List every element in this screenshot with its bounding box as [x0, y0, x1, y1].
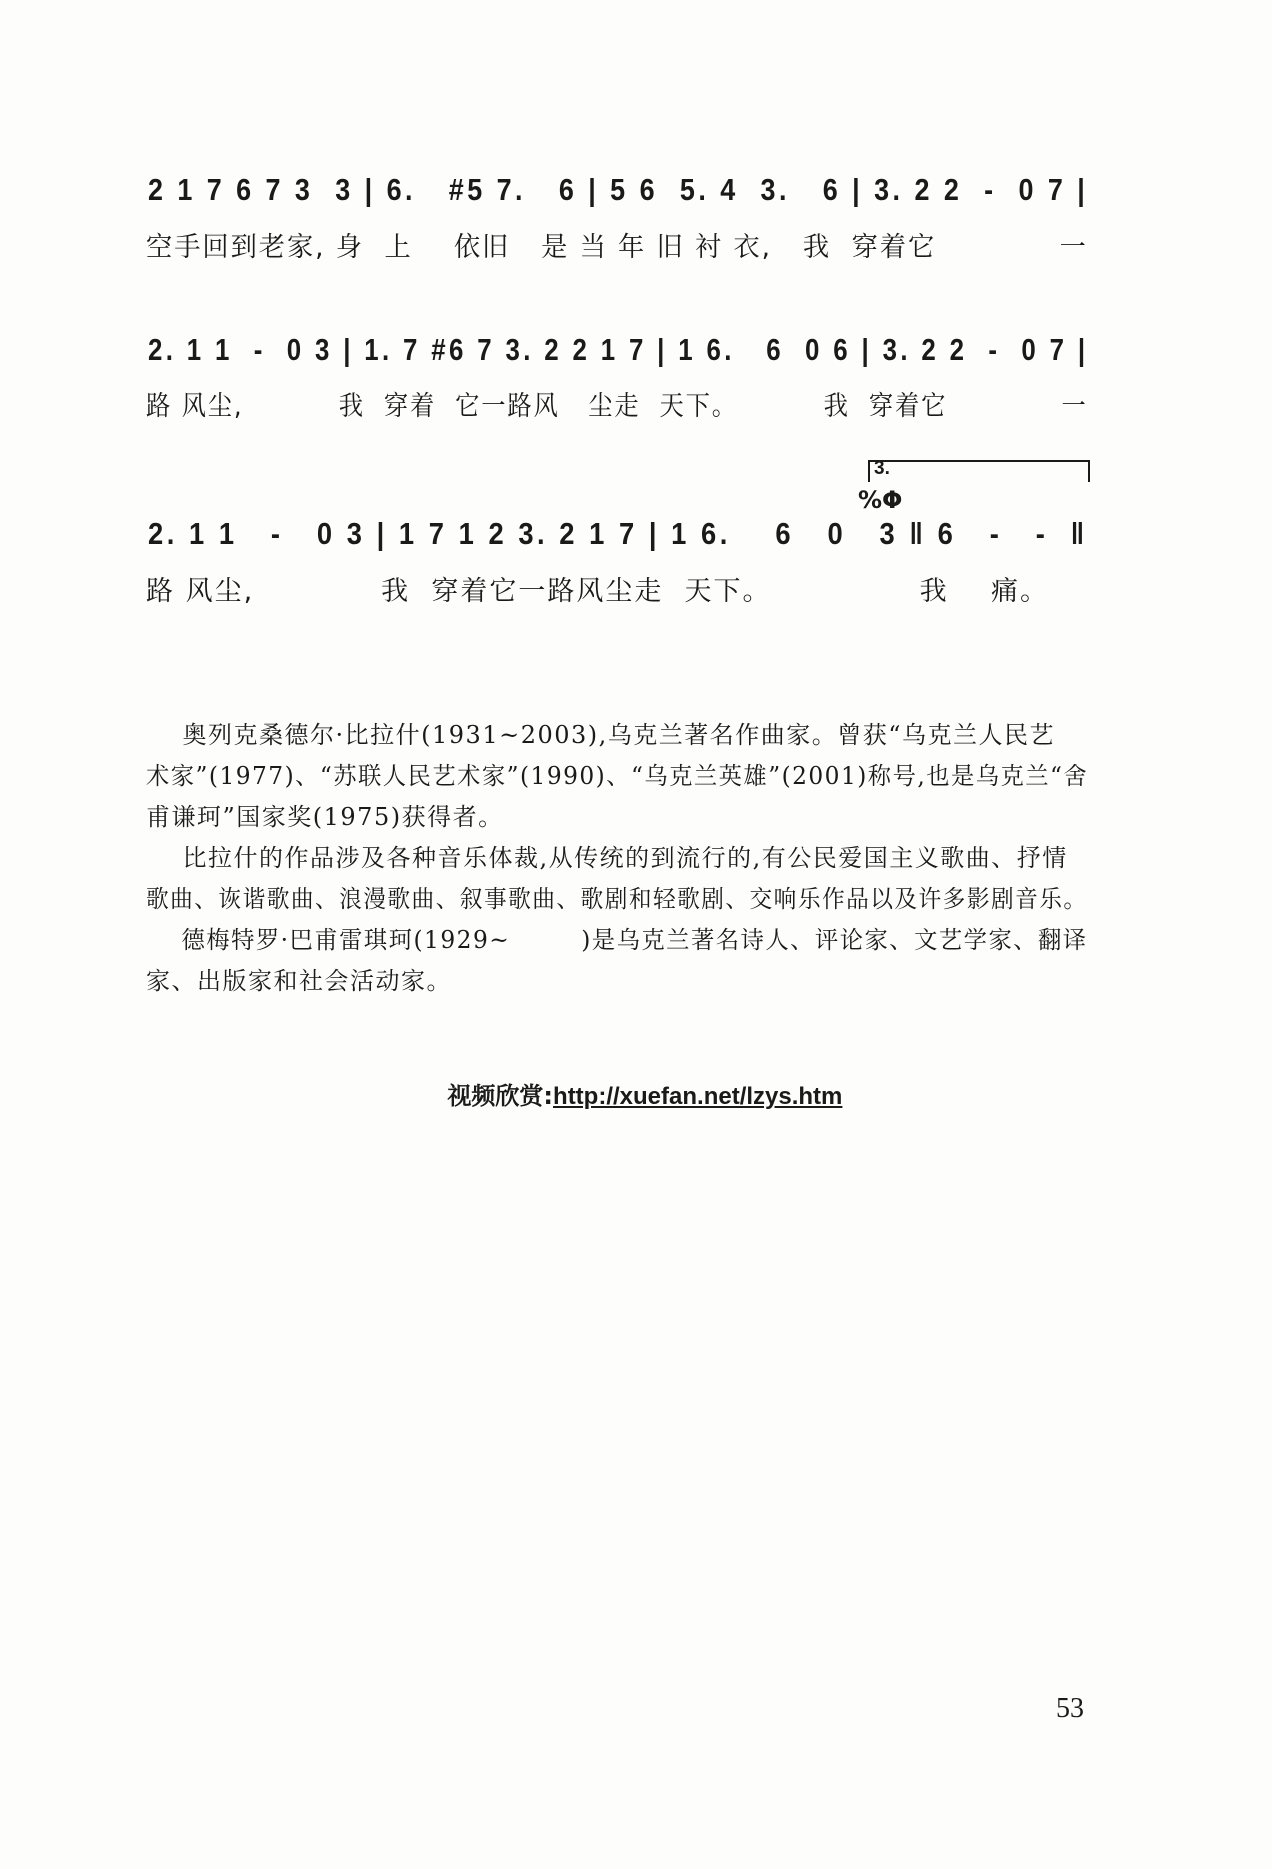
notes-1: 2 1 7 6 7 3 3 | 6. #5 7. 6 | 5 6 5. 4 3. 6 | 3. 2 2 - 0 7 |: [148, 172, 1089, 207]
video-url-link[interactable]: http://xuefan.net/lzys.htm: [553, 1083, 843, 1110]
video-line: [414, 1048, 842, 1139]
paragraph-line-2: 术家”(1977)、“苏联人民艺术家”(1990)、“乌克兰英雄”(2001)称号,也是乌克兰“舍: [146, 762, 1089, 790]
segno-coda-mark: %Φ: [858, 486, 903, 514]
paragraph-line-3: 甫谦珂”国家奖(1975)获得者。: [146, 803, 504, 831]
score-notes-line-1: [148, 170, 1088, 210]
lyrics-line-1: 空手回到老家, 身 上 依旧 是 当 年 旧 衬 衣, 我 穿着它 一: [146, 232, 1088, 263]
video-label: 视频欣赏:: [447, 1082, 554, 1110]
paragraph-line-6: 德梅特罗·巴甫雷琪珂(1929~ )是乌克兰著名诗人、评论家、文艺学家、翻译: [146, 926, 1088, 954]
volta-label: 3.: [874, 458, 890, 479]
page-number: 53: [1056, 1693, 1084, 1724]
score-notes-line-3: [148, 514, 1088, 554]
lyrics-line-2: 路 风尘, 我 穿着 它一路风 尘走 天下。 我 穿着它 一: [146, 391, 1088, 422]
notes-2: 2. 1 1 - 0 3 | 1. 7 #6 7 3. 2 2 1 7 | 1 6. 6 0 6 | 3. 2 2 - 0 7 |: [148, 332, 1089, 367]
paragraph-line-4: 比拉什的作品涉及各种音乐体裁,从传统的到流行的,有公民爱国主义歌曲、抒情: [146, 844, 1068, 872]
volta-bracket: [868, 460, 1090, 482]
paragraph-line-5: 歌曲、诙谐歌曲、浪漫歌曲、叙事歌曲、歌剧和轻歌剧、交响乐作品以及许多影剧音乐。: [146, 885, 1088, 913]
score-notes-line-2: [148, 330, 1088, 370]
paragraph-line-7: 家、出版家和社会活动家。: [146, 967, 452, 995]
notes-3: 2. 1 1 - 0 3 | 1 7 1 2 3. 2 1 7 | 1 6. 6 0 3 ‖ 6 - - ‖: [148, 516, 1088, 551]
lyrics-line-3: 路 风尘, 我 穿着它一路风尘走 天下。 我 痛。: [146, 576, 1049, 607]
paragraph-line-1: 奥列克桑德尔·比拉什(1931~2003),乌克兰著名作曲家。曾获“乌克兰人民艺: [146, 721, 1056, 749]
